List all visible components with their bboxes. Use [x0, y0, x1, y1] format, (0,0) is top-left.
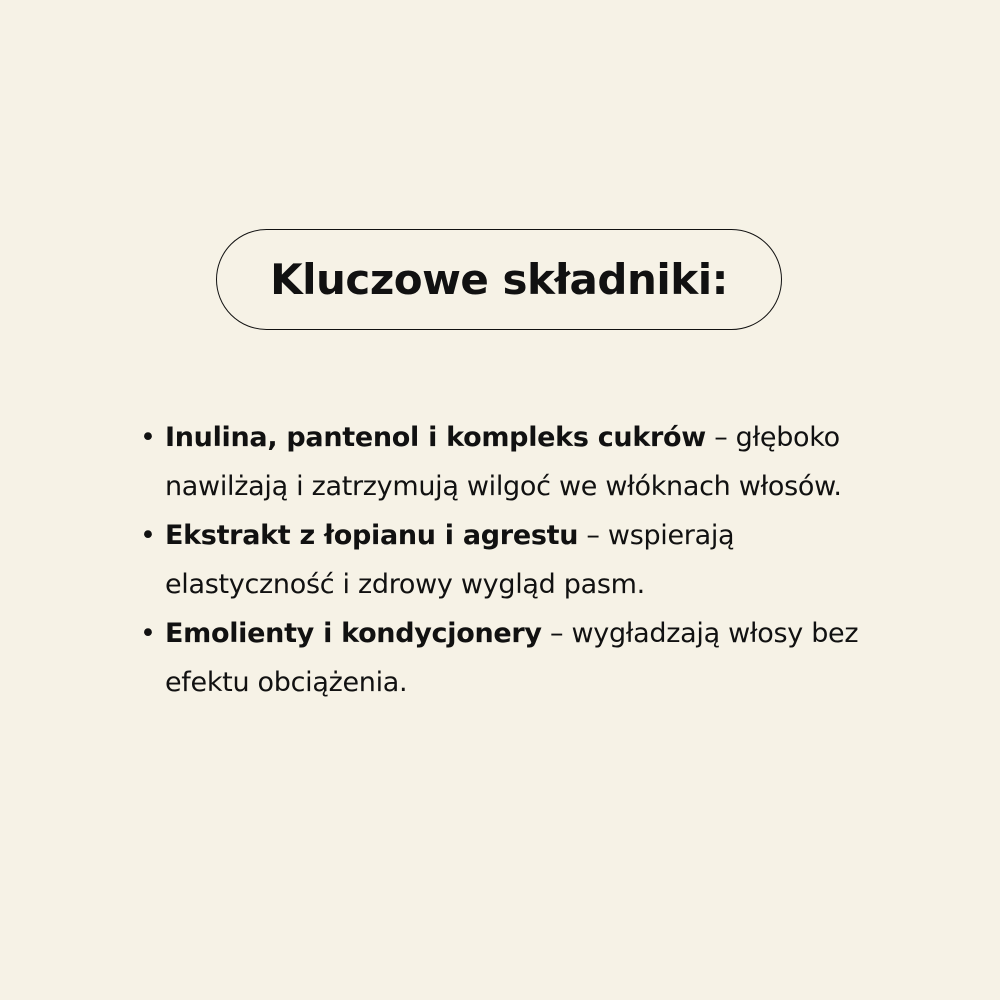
- ingredient-name: Emolienty i kondycjonery: [165, 618, 542, 649]
- ingredient-description: wspierają elastyczność i zdrowy wygląd pasm.: [165, 520, 735, 600]
- ingredient-item: [140, 511, 900, 609]
- ingredient-name: Inulina, pantenol i kompleks cukrów: [165, 422, 706, 453]
- bullet-icon: •: [140, 422, 156, 453]
- bullet-icon: •: [140, 618, 156, 649]
- bullet-icon: •: [140, 520, 156, 551]
- ingredient-item: [140, 609, 900, 707]
- page-title: Kluczowe składniki:: [270, 255, 728, 304]
- separator: –: [541, 618, 572, 649]
- title-pill: [216, 229, 782, 330]
- ingredient-item: [140, 413, 900, 511]
- ingredient-description: głęboko nawilżają i zatrzymują wilgoć we włóknach włosów.: [165, 422, 842, 502]
- ingredients-list: [140, 413, 900, 707]
- separator: –: [705, 422, 736, 453]
- ingredient-name: Ekstrakt z łopianu i agrestu: [165, 520, 579, 551]
- ingredient-description: wygładzają włosy bez efektu obciążenia.: [165, 618, 859, 698]
- separator: –: [578, 520, 608, 551]
